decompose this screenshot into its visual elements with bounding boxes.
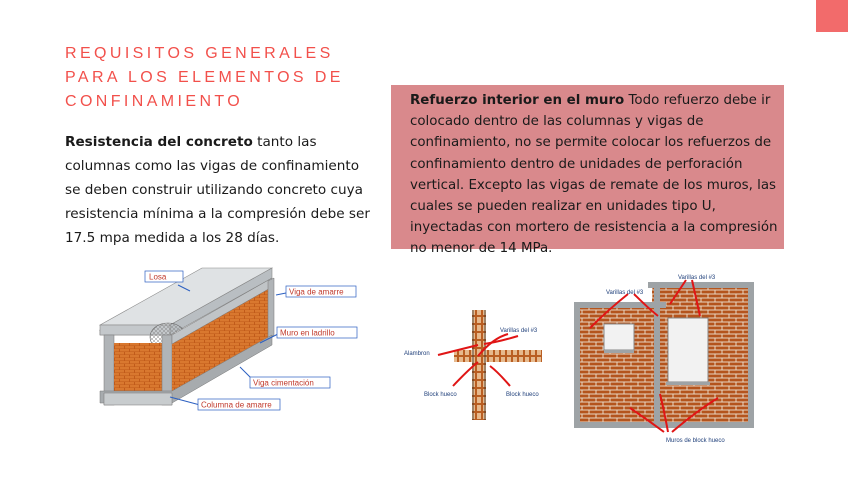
concrete-resistance-text: tanto las columnas como las vigas de confinamiento se deben construir utilizando concreto cuya resistencia mínima a la compresión debe ser 17.5 mpa medida a los 28 días.: [65, 134, 370, 246]
label-viga-cimentacion: Viga cimentación: [253, 378, 314, 388]
label-columna-amarre: Columna de amarre: [201, 400, 272, 410]
title-line-3: CONFINAMIENTO: [65, 93, 244, 110]
label-muros-block: Muros de block hueco: [666, 438, 725, 444]
block-detail-figure: [398, 300, 558, 430]
label-block-hueco-1: Block hueco: [424, 392, 457, 398]
label-varillas: Varillas del #3: [500, 328, 538, 334]
title-line-2: PARA LOS ELEMENTOS DE: [65, 69, 344, 86]
label-block-hueco-2: Block hueco: [506, 392, 539, 398]
confined-structure-figure: [90, 265, 370, 425]
reinforcement-text: Todo refuerzo debe ir colocado dentro de las columnas y vigas de confinamiento, no se permite colocar los refuerzos de confinamiento dentro de unidades de perforación vertical. Excepto las vigas de remate de los muros, las cuales se pueden realizar en unidades tipo U, inyectadas con mortero de resistencia a la compresión no menor de 14 MPa.: [410, 93, 778, 257]
concrete-resistance-paragraph: [65, 130, 375, 250]
concrete-resistance-heading: Resistencia del concreto: [65, 134, 253, 150]
label-alambron: Alambron: [404, 351, 430, 357]
block-wall-figure: [568, 270, 768, 450]
corner-accent: [816, 0, 848, 32]
label-muro-ladrillo: Muro en ladrillo: [280, 328, 335, 338]
reinforcement-paragraph: [410, 90, 780, 260]
label-viga-amarre: Viga de amarre: [289, 287, 344, 297]
title-line-1: REQUISITOS GENERALES: [65, 45, 334, 62]
slide-title: [65, 42, 365, 114]
label-losa: Losa: [149, 272, 167, 282]
label-varillas-2: Varillas del #3: [678, 275, 716, 281]
reinforcement-heading: Refuerzo interior en el muro: [410, 93, 625, 108]
label-varillas-1: Varillas del #3: [606, 290, 644, 296]
